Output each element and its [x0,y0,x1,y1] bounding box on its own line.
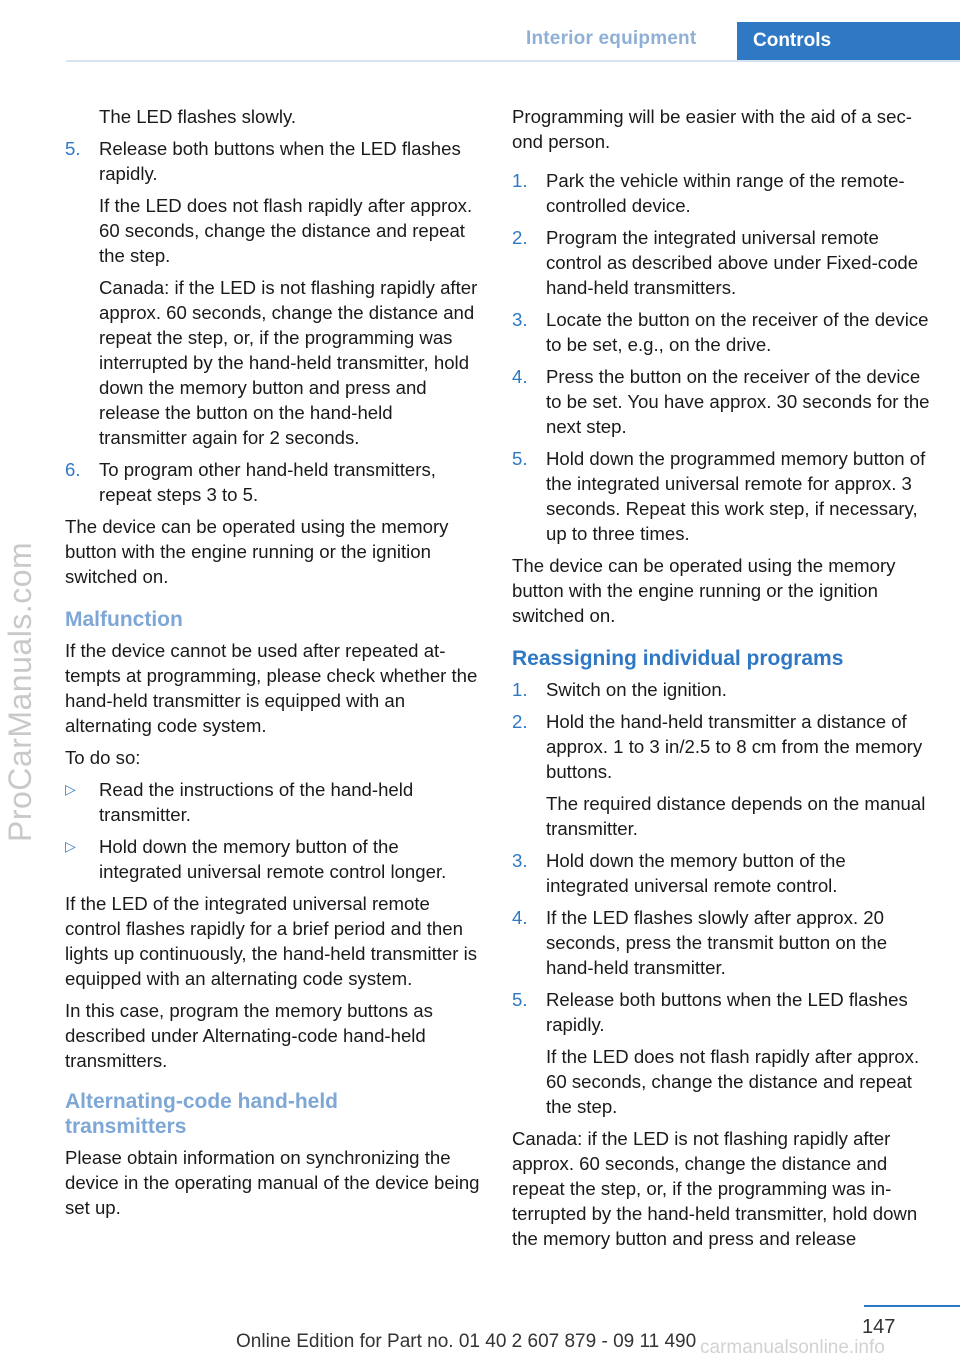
chapter-tab-label: Controls [753,30,832,51]
paragraph: The device can be operated using the memory button with the engine running or the ignition switched on. [65,516,449,587]
chapter-tab[interactable] [737,22,960,62]
step-item [512,677,932,702]
side-watermark: ProCarManuals.com [2,541,38,842]
step-text: Switch on the ignition. [546,679,727,700]
step-item [512,905,932,980]
step-text: Hold the hand-held transmitter a distance of approx. 1 to 3 in/2.5 to 8 cm from the memory buttons. [546,711,923,782]
heading-alternating-code: Alternating-code hand-held transmitters [65,1090,338,1138]
footer-watermark: carmanualsonline.info [700,1337,885,1358]
step-item [65,457,485,507]
step-item [512,168,932,218]
step-continuation: The LED flashes slowly. [99,106,297,127]
step-note: If the LED does not flash rapidly after approx. 60 seconds, change the distance and repeat the step. [99,195,473,266]
step-number: 2. [512,711,528,732]
paragraph: Programming will be easier with the aid of a second person. [512,106,912,152]
step-item [512,848,932,898]
step-note: The required distance depends on the manual transmitter. [546,793,926,839]
right-column [512,104,932,1258]
step-text: Release both buttons when the LED flashes rapidly. [546,989,908,1035]
paragraph: In this case, program the memory buttons as described under Alternating-code hand-held transmitters. [65,1000,433,1071]
triangle-bullet-icon: ▷ [65,838,76,854]
page-header [0,0,960,62]
step-number: 2. [512,227,528,248]
step-item [65,136,485,186]
step-item [512,225,932,300]
step-text: To program other hand-held transmitters, repeat steps 3 to 5. [99,459,436,505]
step-number: 5. [512,989,528,1010]
step-item [512,307,932,357]
step-item [512,987,932,1037]
bullet-item [65,834,485,884]
bullet-text: Read the instructions of the hand-held transmitter. [99,779,414,825]
step-text: Locate the button on the receiver of the device to be set, e.g., on the drive. [546,309,929,355]
step-item [512,364,932,439]
step-note: If the LED does not flash rapidly after approx. 60 seconds, change the distance and repeat the step. [546,1046,920,1117]
step-text: Hold down the memory button of the integrated universal remote control. [546,850,846,896]
step-text: Park the vehicle within range of the remote-controlled device. [546,170,905,216]
bullet-item [65,777,485,827]
paragraph: The device can be operated using the memory button with the engine running or the ignition switched on. [512,555,896,626]
bullet-text: Hold down the memory button of the integrated universal remote control longer. [99,836,447,882]
step-number: 3. [512,309,528,330]
paragraph: Please obtain information on synchronizing the device in the operating manual of the device being set up. [65,1147,480,1218]
heading-reassigning: Reassigning individual programs [512,647,844,670]
paragraph: To do so: [65,747,141,768]
paragraph: If the device cannot be used after repeated attempts at programming, please check whether the hand-held transmitter is equipped with an alternating code system. [65,640,478,736]
left-column [65,104,485,1227]
triangle-bullet-icon: ▷ [65,781,76,797]
step-text: If the LED flashes slowly after approx. 20 seconds, press the transmit button on the hand-held transmitter. [546,907,888,978]
page-number: 147 [862,1316,896,1338]
step-item [512,709,932,784]
step-text: Program the integrated universal remote control as described above under Fixed-code hand-held transmitters. [546,227,919,298]
header-divider [66,60,960,62]
step-text: Press the button on the receiver of the device to be set. You have approx. 30 seconds for the next step. [546,366,930,437]
step-item [512,446,932,546]
step-text: Hold down the programmed memory button of the integrated universal remote for approx. 3 seconds. Repeat this work step, if necessary, up to three times. [546,448,926,544]
step-number: 1. [512,170,528,191]
step-number: 5. [65,138,81,159]
paragraph: If the LED of the integrated universal remote control flashes rapidly for a brief period and then lights up continuously, the hand-held transmitter is equipped with an alternating code system. [65,893,478,989]
step-number: 4. [512,907,528,928]
section-tab[interactable]: Interior equipment [526,28,697,49]
step-text: Release both buttons when the LED flashes rapidly. [99,138,461,184]
paragraph: Canada: if the LED is not flashing rapidly after approx. 60 seconds, change the distance and repeat the step, or, if the programming was interrupted by the hand-held transmitter, hold down the memory button and press and release [512,1128,918,1249]
step-number: 4. [512,366,528,387]
edition-footer: Online Edition for Part no. 01 40 2 607 879 - 09 11 490 [236,1331,697,1352]
heading-malfunction: Malfunction [65,608,183,631]
step-number: 6. [65,459,81,480]
page-number-rule [864,1305,960,1307]
step-number: 3. [512,850,528,871]
step-number: 5. [512,448,528,469]
step-number: 1. [512,679,528,700]
step-note: Canada: if the LED is not flashing rapidly after approx. 60 seconds, change the distance and repeat the step, or, if the programming was interrupted by the hand-held transmitter, hold down the memory button and press and release the button on the hand-held transmitter again for 2 seconds. [99,277,478,448]
